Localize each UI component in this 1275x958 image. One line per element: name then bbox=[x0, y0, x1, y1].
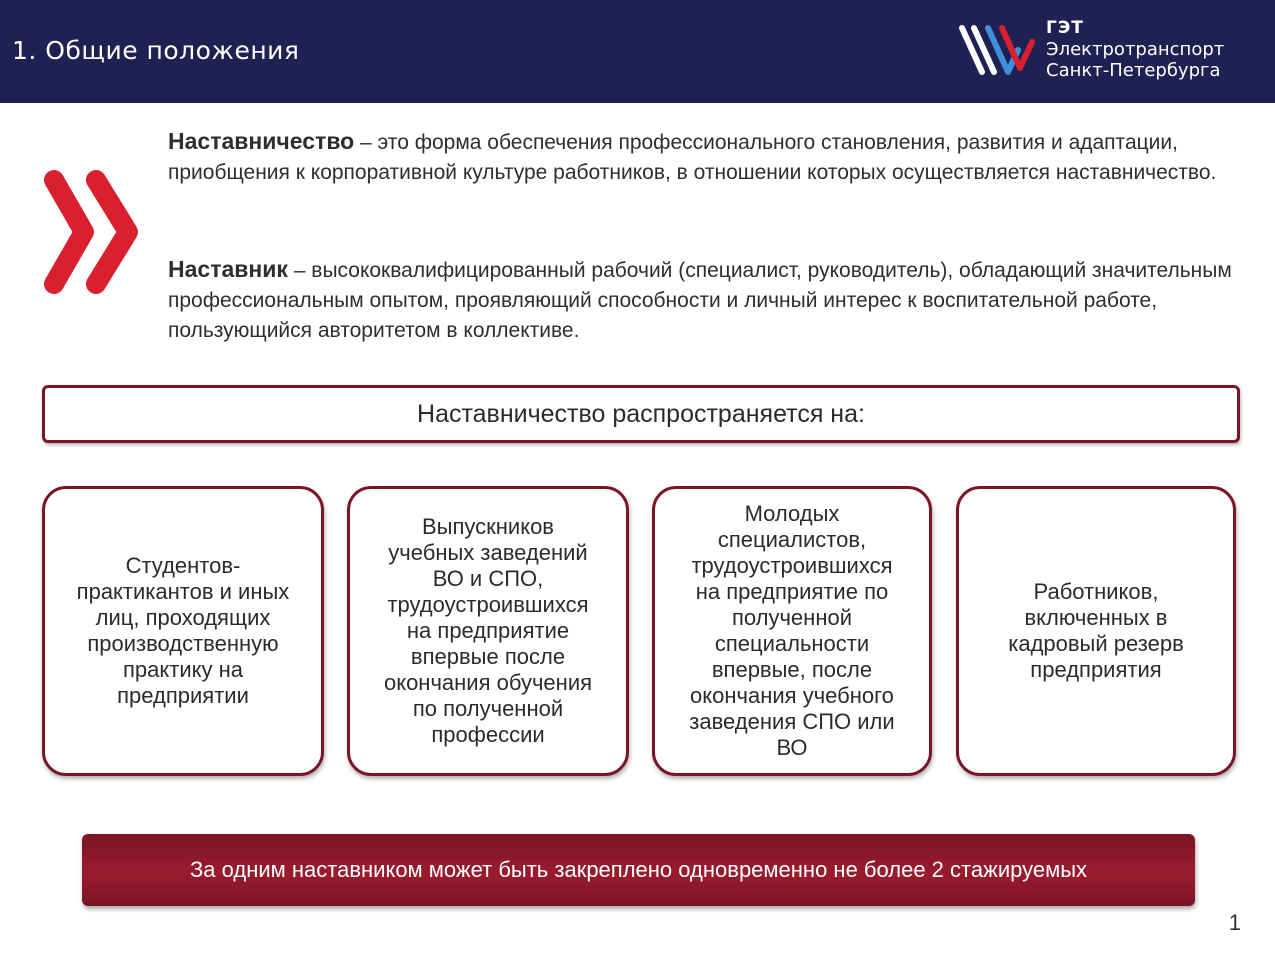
page-title: 1. Общие положения bbox=[12, 36, 300, 65]
definition-mentor bbox=[168, 254, 1258, 346]
scope-card-reserve bbox=[956, 486, 1236, 776]
scope-card-young-specialists bbox=[652, 486, 932, 776]
scope-card-text: Работников, включенных в кадровый резерв предприятия bbox=[1008, 579, 1184, 682]
logo-line-1: Электротранспорт bbox=[1046, 39, 1225, 60]
definition-mentorship bbox=[168, 126, 1258, 188]
definition-text: – высококвалифицированный рабочий (специалист, руководитель), обладающий значительным профессиональным опытом, проявляющий способности и личный интерес к воспитательной работе, пользующийся авторитетом в коллективе. bbox=[168, 259, 1232, 342]
logo-line-2: Санкт-Петербурга bbox=[1046, 60, 1221, 81]
scope-card-text: Студентов- практикантов и иных лиц, проходящих производственную практику на предприятии bbox=[76, 553, 290, 708]
scope-card-text: Молодых специалистов, трудоустроившихся на предприятие по полученной специальности впервые, после окончания учебного заведения СПО или ВО bbox=[689, 501, 895, 760]
notice-bar bbox=[82, 834, 1195, 906]
get-logo-icon bbox=[958, 20, 1036, 78]
scope-card-students bbox=[42, 486, 324, 776]
logo-text bbox=[1046, 18, 1224, 81]
header bbox=[0, 0, 1275, 103]
scope-heading: Наставничество распространяется на: bbox=[42, 385, 1240, 443]
double-chevron-right-icon bbox=[40, 168, 148, 296]
logo-abbr: ГЭТ bbox=[1046, 18, 1084, 38]
page-number: 1 bbox=[1228, 910, 1241, 935]
definition-term: Наставничество bbox=[168, 128, 355, 154]
scope-card-text: Выпускников учебных заведений ВО и СПО, трудоустроившихся на предприятие впервые после окончания обучения по полученной профессии bbox=[383, 514, 593, 747]
definition-text: – это форма обеспечения профессионального становления, развития и адаптации, приобщения к корпоративной культуре работников, в отношении которых осуществляется наставничество. bbox=[168, 131, 1217, 184]
notice-text: За одним наставником может быть закреплено одновременно не более 2 стажируемых bbox=[189, 857, 1088, 882]
definition-term: Наставник bbox=[168, 256, 288, 282]
scope-card-graduates bbox=[347, 486, 629, 776]
